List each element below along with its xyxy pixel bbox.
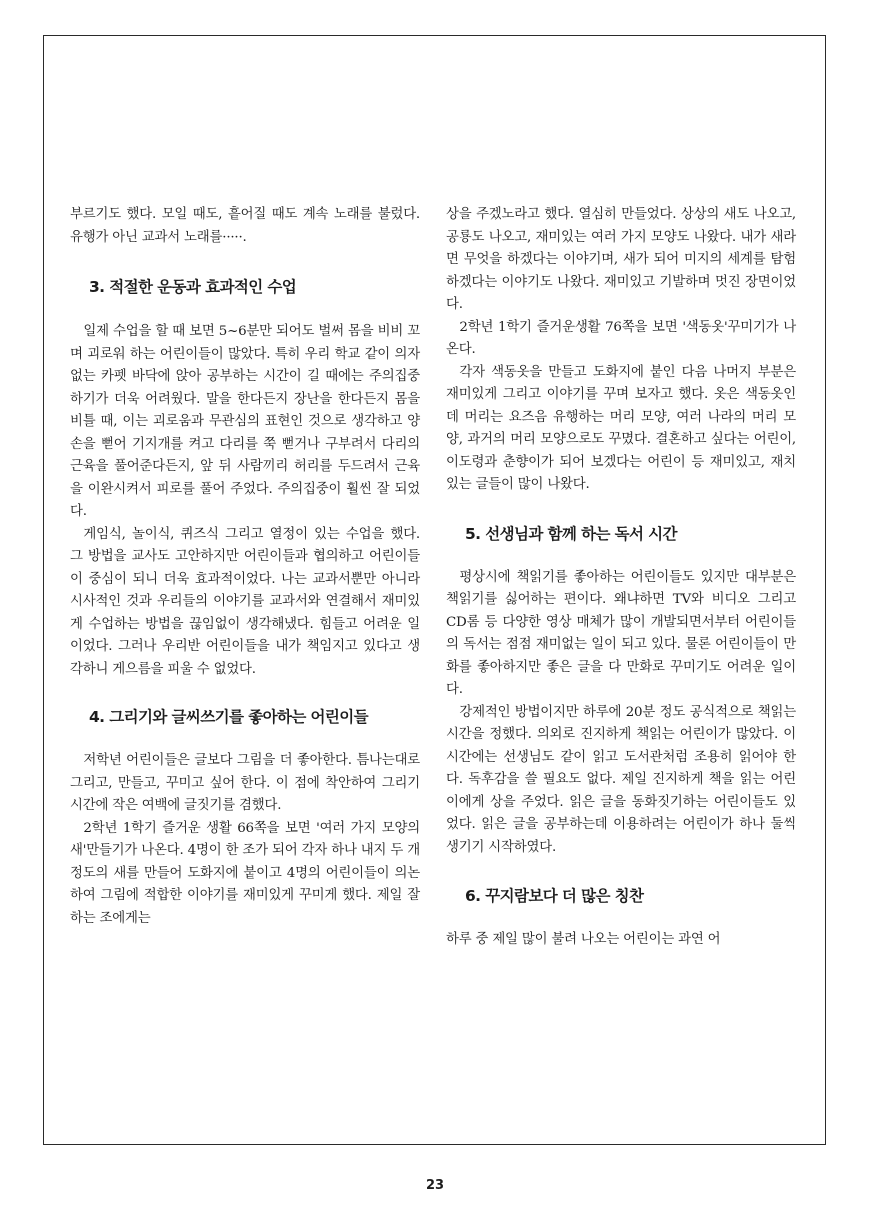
left-column	[70, 204, 420, 930]
paragraph-continued: 상을 주겠노라고 했다. 열심히 만들었다. 상상의 새도 나오고, 공룡도 나오고, 재미있는 여러 가지 모양도 나왔다. 내가 새라면 무엇을 하겠다는 이야기며, 새가 되어 미지의 세계를 탐험하겠다는 이야기도 나왔다. 재미있고 기발하며 멋진 장면이었다.	[446, 207, 796, 312]
paragraph: 2학년 1학기 즐거운생활 76쪽을 보면 '색동옷'꾸미기가 나온다.	[446, 319, 796, 357]
right-column	[446, 204, 796, 952]
section-heading-6: 6. 꾸지람보다 더 많은 칭찬	[465, 887, 644, 905]
page-number: 23	[425, 1178, 445, 1193]
section-heading-4: 4. 그리기와 글씨쓰기를 좋아하는 어린이들	[89, 708, 369, 726]
paragraph: 게임식, 놀이식, 퀴즈식 그리고 열정이 있는 수업을 했다. 그 방법을 교사도 고안하지만 어린이들과 협의하고 어린이들이 중심이 되니 더욱 효과적이었다. 나는 교과서뿐만 아니라 시사적인 것과 우리들의 이야기를 교과서와 연결해서 재미있게 수업하는 방법을 끊임없이 생각해냈다. 힘들고 어려운 일이었다. 그러나 우리반 어린이들을 내가 책임지고 있다고 생각하니 게으름을 피울 수 없었다.	[70, 526, 420, 677]
section-heading-5: 5. 선생님과 함께 하는 독서 시간	[465, 524, 677, 543]
paragraph-continued: 부르기도 했다. 모일 때도, 흩어질 때도 계속 노래를 불렀다. 유행가 아닌 교과서 노래를·····.	[70, 207, 420, 245]
section-heading-3: 3. 적절한 운동과 효과적인 수업	[89, 278, 297, 296]
paragraph: 일제 수업을 할 때 보면 5~6분만 되어도 벌써 몸을 비비 꼬며 괴로워 하는 어린이들이 많았다. 특히 우리 학교 같이 의자 없는 카펫 바닥에 앉아 공부하는 시간이 길 때에는 주의집중하기가 더욱 어려웠다. 말을 한다든지 장난을 한다든지 몸을 비틀 때, 이는 괴로움과 무관심의 표현인 것으로 생각하고 양손을 뻗어 기지개를 켜고 다리를 쭉 뻗거나 구부려서 다리의 근육을 풀어준다든지, 앞 뒤 사람끼리 허리를 두드려서 근육을 이완시켜서 피로를 풀어 주었다. 주의집중이 훨씬 잘 되었다.	[70, 324, 420, 519]
paragraph: 저학년 어린이들은 글보다 그림을 더 좋아한다. 틈나는대로 그리고, 만들고, 꾸미고 싶어 한다. 이 점에 착안하여 그리기 시간에 작은 여백에 글짓기를 겸했다.	[70, 753, 420, 813]
paragraph: 평상시에 책읽기를 좋아하는 어린이들도 있지만 대부분은 책읽기를 싫어하는 편이다. 왜냐하면 TV와 비디오 그리고 CD롬 등 다양한 영상 매체가 많이 개발되면서부터 어린이들의 독서는 점점 재미없는 일이 되고 있다. 물론 어린이들이 만화를 좋아하지만 좋은 글을 다 만화로 꾸미기도 어려운 일이다.	[446, 569, 796, 697]
paragraph: 각자 색동옷을 만들고 도화지에 붙인 다음 나머지 부분은 재미있게 그리고 이야기를 꾸며 보자고 했다. 옷은 색동옷인데 머리는 요즈음 유행하는 머리 모양, 여러 나라의 머리 모양, 과거의 머리 모양으로도 꾸몄다. 결혼하고 싶다는 어린이, 이도령과 춘향이가 되어 보겠다는 어린이 등 재미있고, 재치있는 글들이 많이 나왔다.	[446, 364, 796, 492]
paragraph: 하루 중 제일 많이 불려 나오는 어린이는 과연 어	[446, 932, 721, 947]
paragraph: 2학년 1학기 즐거운 생활 66쪽을 보면 '여러 가지 모양의 새'만들기가 나온다. 4명이 한 조가 되어 각자 하나 내지 두 개 정도의 새를 만들어 도화지에 붙이고 4명의 어린이들이 의논하여 그림에 적합한 이야기를 재미있게 꾸미게 했다. 제일 잘하는 조에게는	[70, 820, 420, 926]
paragraph: 강제적인 방법이지만 하루에 20분 정도 공식적으로 책읽는 시간을 정했다. 의외로 진지하게 책읽는 어린이가 많았다. 이 시간에는 선생님도 같이 읽고 도서관처럼 조용히 읽어야 한다. 독후감을 쓸 필요도 없다. 제일 진지하게 책을 읽는 어린이에게 상을 주었다. 읽은 글을 동화짓기하는 어린이들도 있었다. 읽은 글을 공부하는데 이용하려는 어린이가 하나 둘씩 생기기 시작하였다.	[446, 704, 796, 855]
